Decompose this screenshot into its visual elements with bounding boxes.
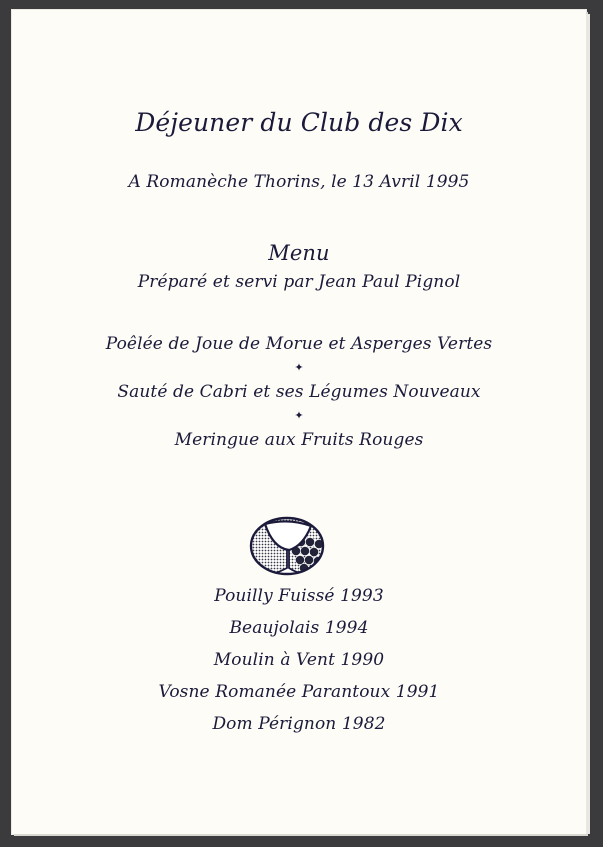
course-item: Sauté de Cabri et ses Légumes Nouveaux xyxy=(117,382,481,402)
menu-card xyxy=(12,10,586,834)
prepared-by: Préparé et servi par Jean Paul Pignol xyxy=(137,272,461,292)
place-date: A Romanèche Thorins, le 13 Avril 1995 xyxy=(128,172,470,192)
wine-item: Dom Pérignon 1982 xyxy=(212,714,386,734)
wine-item: Moulin à Vent 1990 xyxy=(213,650,385,670)
menu-heading: Menu xyxy=(268,241,330,265)
course-item: Meringue aux Fruits Rouges xyxy=(174,430,424,450)
wine-glass-grapes-emblem-icon xyxy=(249,516,325,576)
separator-diamond-icon: ✦ xyxy=(294,409,304,422)
menu-title: Déjeuner du Club des Dix xyxy=(135,108,463,137)
wine-item: Pouilly Fuissé 1993 xyxy=(214,586,384,606)
wine-item: Beaujolais 1994 xyxy=(229,618,369,638)
course-item: Poêlée de Joue de Morue et Asperges Vertes xyxy=(105,334,493,354)
separator-diamond-icon: ✦ xyxy=(294,361,304,374)
card-edge xyxy=(586,14,590,834)
wine-item: Vosne Romanée Parantoux 1991 xyxy=(158,682,440,702)
